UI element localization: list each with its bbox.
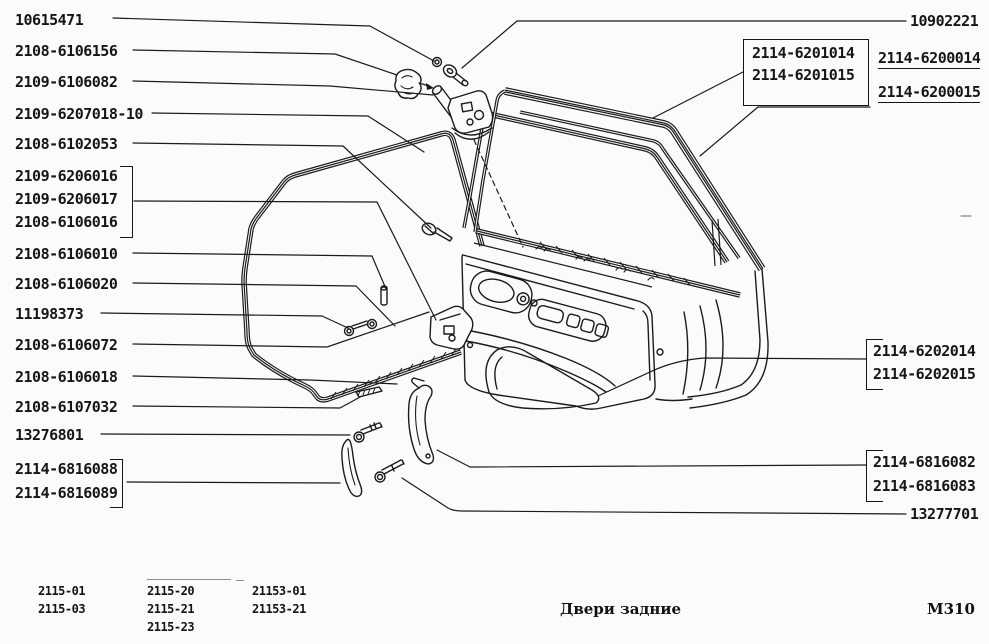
part-label-2108-6106156: 2108-6106156 xyxy=(15,42,118,60)
bolt-small xyxy=(345,327,354,336)
part-label-2108-6107032: 2108-6107032 xyxy=(15,398,118,416)
model-code: 2115-21 xyxy=(147,602,195,616)
page-title: Двери задние xyxy=(560,600,682,618)
glass-guide-large xyxy=(409,385,434,464)
part-label-2114-6816082: 2114-6816082 xyxy=(873,453,976,471)
part-label-13276801: 13276801 xyxy=(15,426,84,444)
part-label-2114-6816088: 2114-6816088 xyxy=(15,460,118,478)
hinge-parts-middle xyxy=(345,221,473,349)
part-label-box-6201014 xyxy=(743,39,869,106)
part-label-2114-6202015: 2114-6202015 xyxy=(873,365,976,383)
part-label-2108-6106072: 2108-6106072 xyxy=(15,336,118,354)
part-label-2114-6816089: 2114-6816089 xyxy=(15,484,118,502)
part-label-2114-6201015: 2114-6201015 xyxy=(752,66,855,84)
bolt-head xyxy=(441,62,459,79)
bracket-group-6206016 xyxy=(120,166,133,238)
sheet-code: М310 xyxy=(927,600,975,618)
part-label-2108-6106016: 2108-6106016 xyxy=(15,213,118,231)
part-label-2114-6202014: 2114-6202014 xyxy=(873,342,976,360)
part-label-2114-6200015: 2114-6200015 xyxy=(878,83,981,101)
hinge-parts-top xyxy=(395,58,493,140)
part-label-2108-6102053: 2108-6102053 xyxy=(15,135,118,153)
part-label-2109-6206017: 2109-6206017 xyxy=(15,190,118,208)
trim-panel xyxy=(462,255,655,409)
bolt-head xyxy=(375,472,385,482)
footer-rule-dash xyxy=(236,580,244,581)
washer xyxy=(368,320,377,329)
model-code: 21153-01 xyxy=(252,584,306,598)
part-label-10615471: 10615471 xyxy=(15,11,84,29)
part-label-2108-6106020: 2108-6106020 xyxy=(15,275,118,293)
model-code: 2115-03 xyxy=(38,602,86,616)
door-seal xyxy=(244,133,482,400)
bracket-group-6816088 xyxy=(110,459,123,508)
part-label-2109-6206016: 2109-6206016 xyxy=(15,167,118,185)
part-label-11198373: 11198373 xyxy=(15,305,84,323)
part-label-10902221: 10902221 xyxy=(910,12,979,30)
model-code: 21153-21 xyxy=(252,602,306,616)
model-code: 2115-01 xyxy=(38,584,86,598)
model-code: 2115-20 xyxy=(147,584,195,598)
screw-small xyxy=(433,58,442,67)
bolt-head xyxy=(354,432,364,442)
part-label-2108-6106018: 2108-6106018 xyxy=(15,368,118,386)
part-label-2109-6106082: 2109-6106082 xyxy=(15,73,118,91)
part-label-2114-6201014: 2114-6201014 xyxy=(752,44,855,62)
part-label-2108-6106010: 2108-6106010 xyxy=(15,245,118,263)
part-label-2114-6816083: 2114-6816083 xyxy=(873,477,976,495)
model-code: 2115-23 xyxy=(147,620,195,634)
glass-guide-small xyxy=(342,440,362,497)
part-label-2114-6200014: 2114-6200014 xyxy=(878,49,981,67)
footer-rule xyxy=(147,579,231,580)
part-label-13277701: 13277701 xyxy=(910,505,979,523)
lower-parts xyxy=(342,378,434,496)
part-label-2109-6207018: 2109-6207018-10 xyxy=(15,105,143,123)
